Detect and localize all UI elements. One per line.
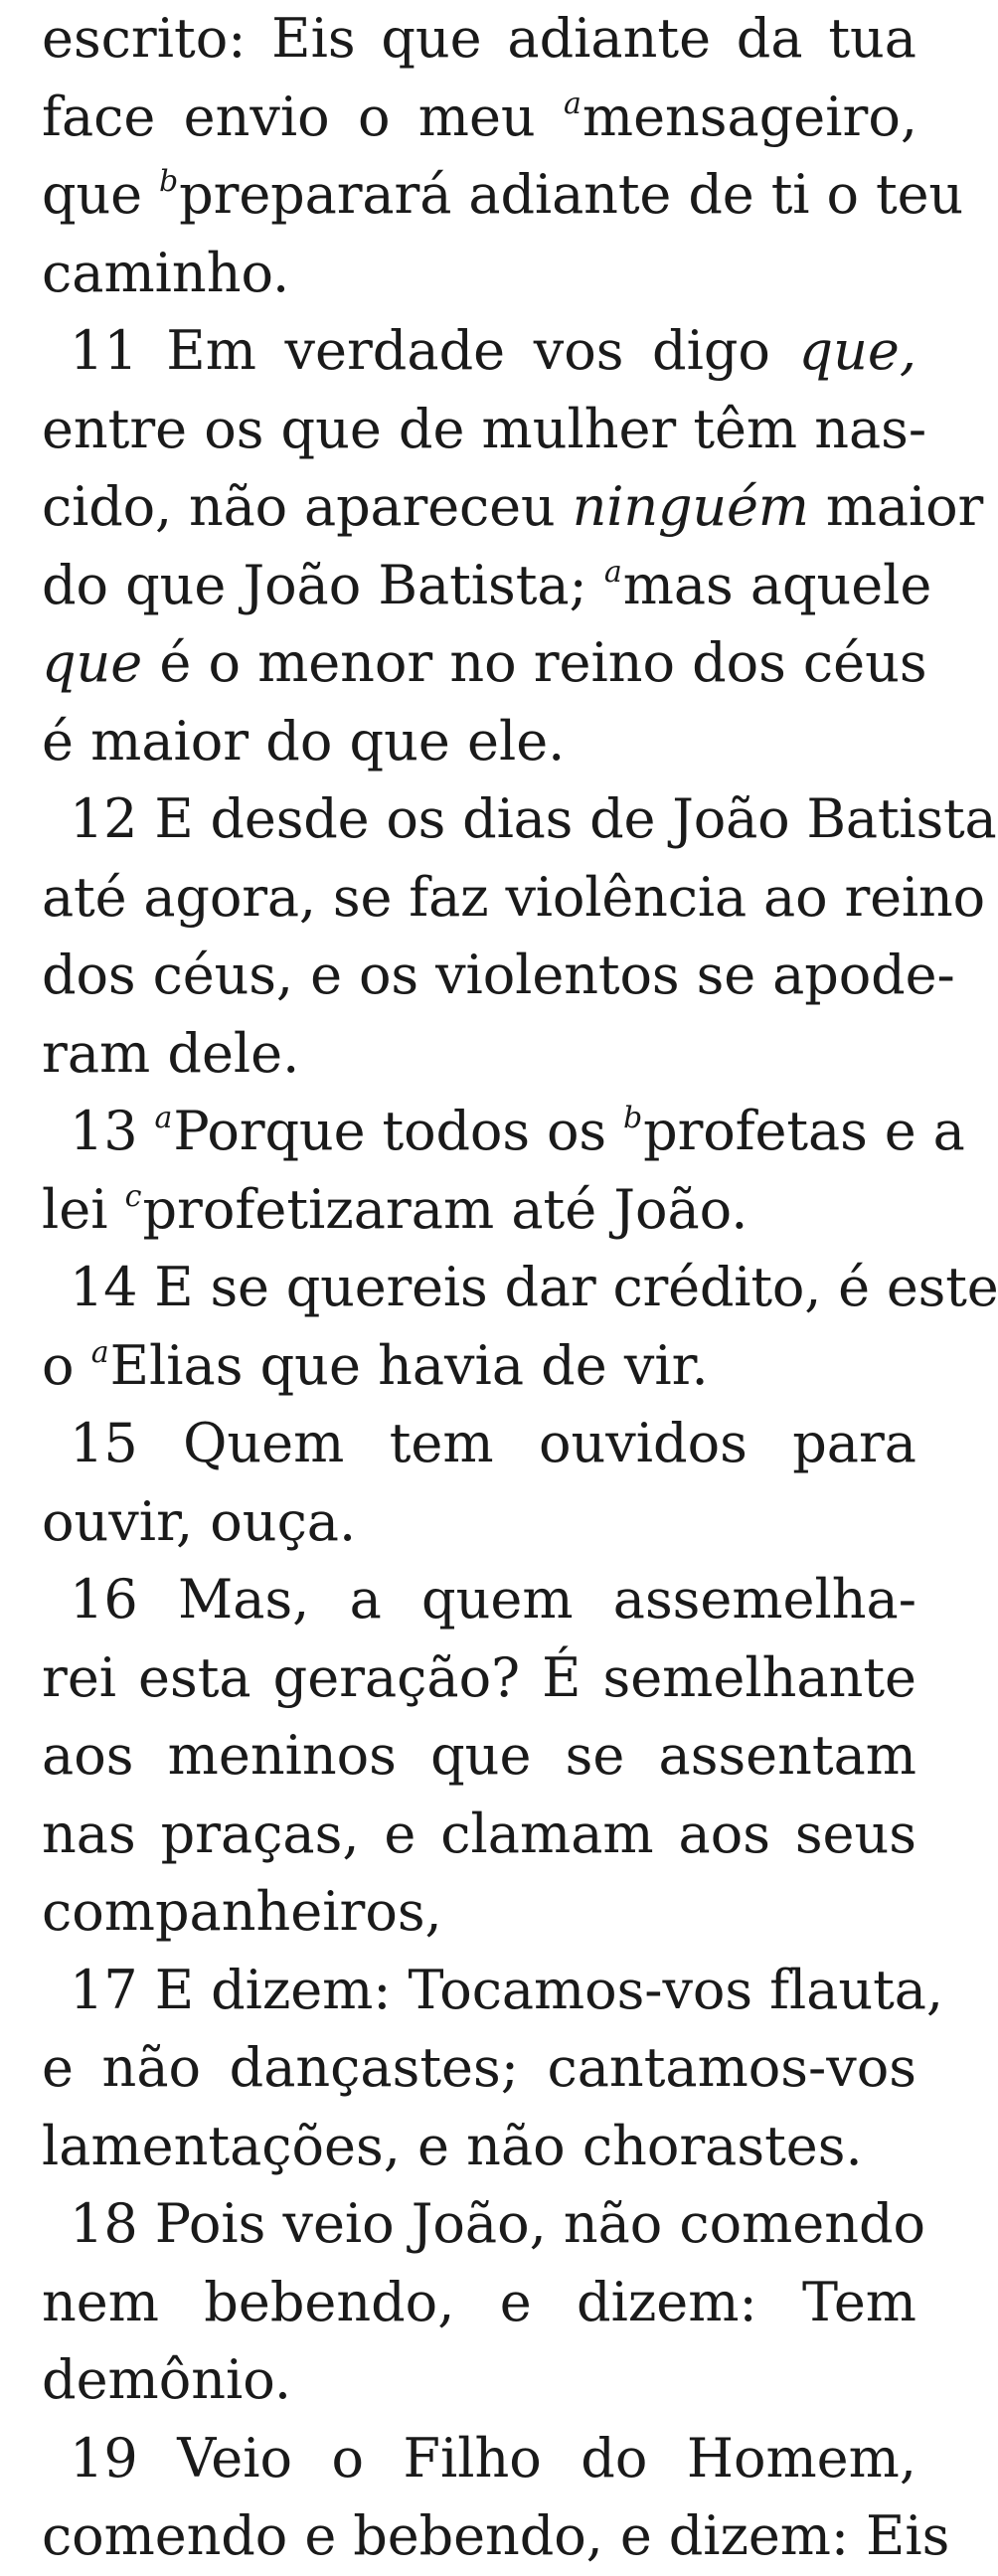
text-run: é o menor no reino dos céus bbox=[142, 631, 927, 694]
text-line bbox=[42, 2420, 936, 2498]
text-line bbox=[42, 312, 936, 391]
text-line bbox=[42, 1873, 936, 1952]
footnote-marker: a bbox=[603, 554, 622, 590]
footnote-marker: a bbox=[90, 1334, 109, 1370]
text-line bbox=[42, 547, 936, 625]
footnote-marker: a bbox=[563, 86, 582, 121]
text-line bbox=[42, 391, 936, 469]
text-line bbox=[42, 79, 936, 157]
text-run: comendo e bebendo, e dizem: Eis bbox=[42, 2504, 950, 2567]
footnote-marker: b bbox=[159, 164, 179, 199]
text-run: maior bbox=[808, 475, 984, 538]
text-run: companheiros, bbox=[42, 1880, 442, 1943]
text-run: caminho. bbox=[42, 241, 290, 304]
text-line bbox=[42, 2497, 950, 2576]
text-run: 15 Quem tem ouvidos para bbox=[70, 1412, 916, 1474]
text-run: 11 Em verdade vos digo bbox=[70, 319, 799, 382]
text-run: entre os que de mulher têm nas- bbox=[42, 397, 927, 460]
text-run: 18 Pois veio João, não comendo bbox=[70, 2192, 926, 2255]
text-run: ouvir, ouça. bbox=[42, 1489, 357, 1553]
text-run: mensageiro, bbox=[582, 85, 917, 148]
footnote-marker: c bbox=[124, 1178, 142, 1214]
footnote-marker: b bbox=[623, 1101, 643, 1135]
text-line bbox=[42, 1249, 998, 1327]
text-run: mas aquele bbox=[622, 553, 932, 616]
text-run: demônio. bbox=[42, 2348, 292, 2411]
italic-word: que bbox=[42, 631, 143, 694]
text-line bbox=[42, 1639, 936, 1718]
text-line bbox=[42, 468, 984, 547]
text-run: que bbox=[42, 163, 160, 226]
text-line bbox=[42, 0, 936, 79]
text-line bbox=[42, 1952, 943, 2030]
text-line bbox=[42, 2108, 936, 2186]
text-run: Elias que havia de vir. bbox=[109, 1333, 709, 1397]
footnote-marker: a bbox=[154, 1101, 173, 1135]
scripture-text bbox=[42, 0, 998, 2576]
text-line bbox=[42, 1717, 936, 1796]
text-run: cido, não apareceu bbox=[42, 475, 573, 538]
text-line bbox=[42, 2264, 936, 2342]
text-run: o bbox=[42, 1333, 91, 1397]
text-run: 12 E desde os dias de João Batista bbox=[70, 787, 997, 850]
text-line bbox=[42, 1796, 936, 1874]
text-run: e não dançastes; cantamos-vos bbox=[42, 2036, 916, 2099]
text-run: 19 Veio o Filho do Homem, bbox=[70, 2426, 916, 2490]
text-line bbox=[42, 156, 964, 235]
italic-word: ninguém bbox=[572, 475, 809, 538]
text-run: 16 Mas, a quem assemelha- bbox=[70, 1568, 916, 1631]
text-line bbox=[42, 1405, 936, 1483]
text-run: 13 bbox=[70, 1100, 155, 1162]
text-line bbox=[42, 2341, 936, 2420]
text-line bbox=[42, 1327, 936, 1406]
text-run: aos meninos que se assentam bbox=[42, 1724, 916, 1787]
text-line bbox=[42, 703, 936, 781]
text-line bbox=[42, 2185, 936, 2264]
text-line bbox=[42, 1483, 936, 1562]
text-run: 17 E dizem: Tocamos-vos flauta, bbox=[70, 1958, 943, 2021]
text-run: face envio o meu bbox=[42, 85, 564, 148]
text-run: profetas e a bbox=[643, 1100, 965, 1162]
text-line bbox=[42, 624, 936, 703]
text-run: ram dele. bbox=[42, 1021, 300, 1085]
text-line bbox=[42, 1171, 936, 1250]
text-run: nem bebendo, e dizem: Tem bbox=[42, 2270, 916, 2333]
text-run: até agora, se faz violência ao reino bbox=[42, 865, 985, 929]
text-line bbox=[42, 1093, 965, 1171]
text-run: lamentações, e não chorastes. bbox=[42, 2114, 863, 2177]
text-run: nas praças, e clamam aos seus bbox=[42, 1802, 916, 1865]
text-line bbox=[42, 2029, 936, 2108]
text-run: dos céus, e os violentos se apode- bbox=[42, 944, 955, 1006]
text-run: Porque todos os bbox=[173, 1100, 624, 1162]
text-line bbox=[42, 1015, 936, 1094]
text-run: lei bbox=[42, 1177, 125, 1241]
text-line bbox=[42, 1561, 936, 1639]
text-line bbox=[42, 859, 985, 938]
text-line bbox=[42, 780, 997, 859]
text-run: rei esta geração? É semelhante bbox=[42, 1645, 916, 1709]
italic-word: que, bbox=[798, 319, 916, 382]
text-run: do que João Batista; bbox=[42, 553, 604, 616]
text-line bbox=[42, 937, 955, 1015]
text-line bbox=[42, 235, 936, 313]
text-run: escrito: Eis que adiante da tua bbox=[42, 7, 916, 70]
text-run: é maior do que ele. bbox=[42, 709, 566, 773]
text-run: preparará adiante de ti o teu bbox=[179, 163, 964, 226]
text-run: profetizaram até João. bbox=[142, 1177, 748, 1241]
text-run: 14 E se quereis dar crédito, é este bbox=[70, 1256, 998, 1318]
